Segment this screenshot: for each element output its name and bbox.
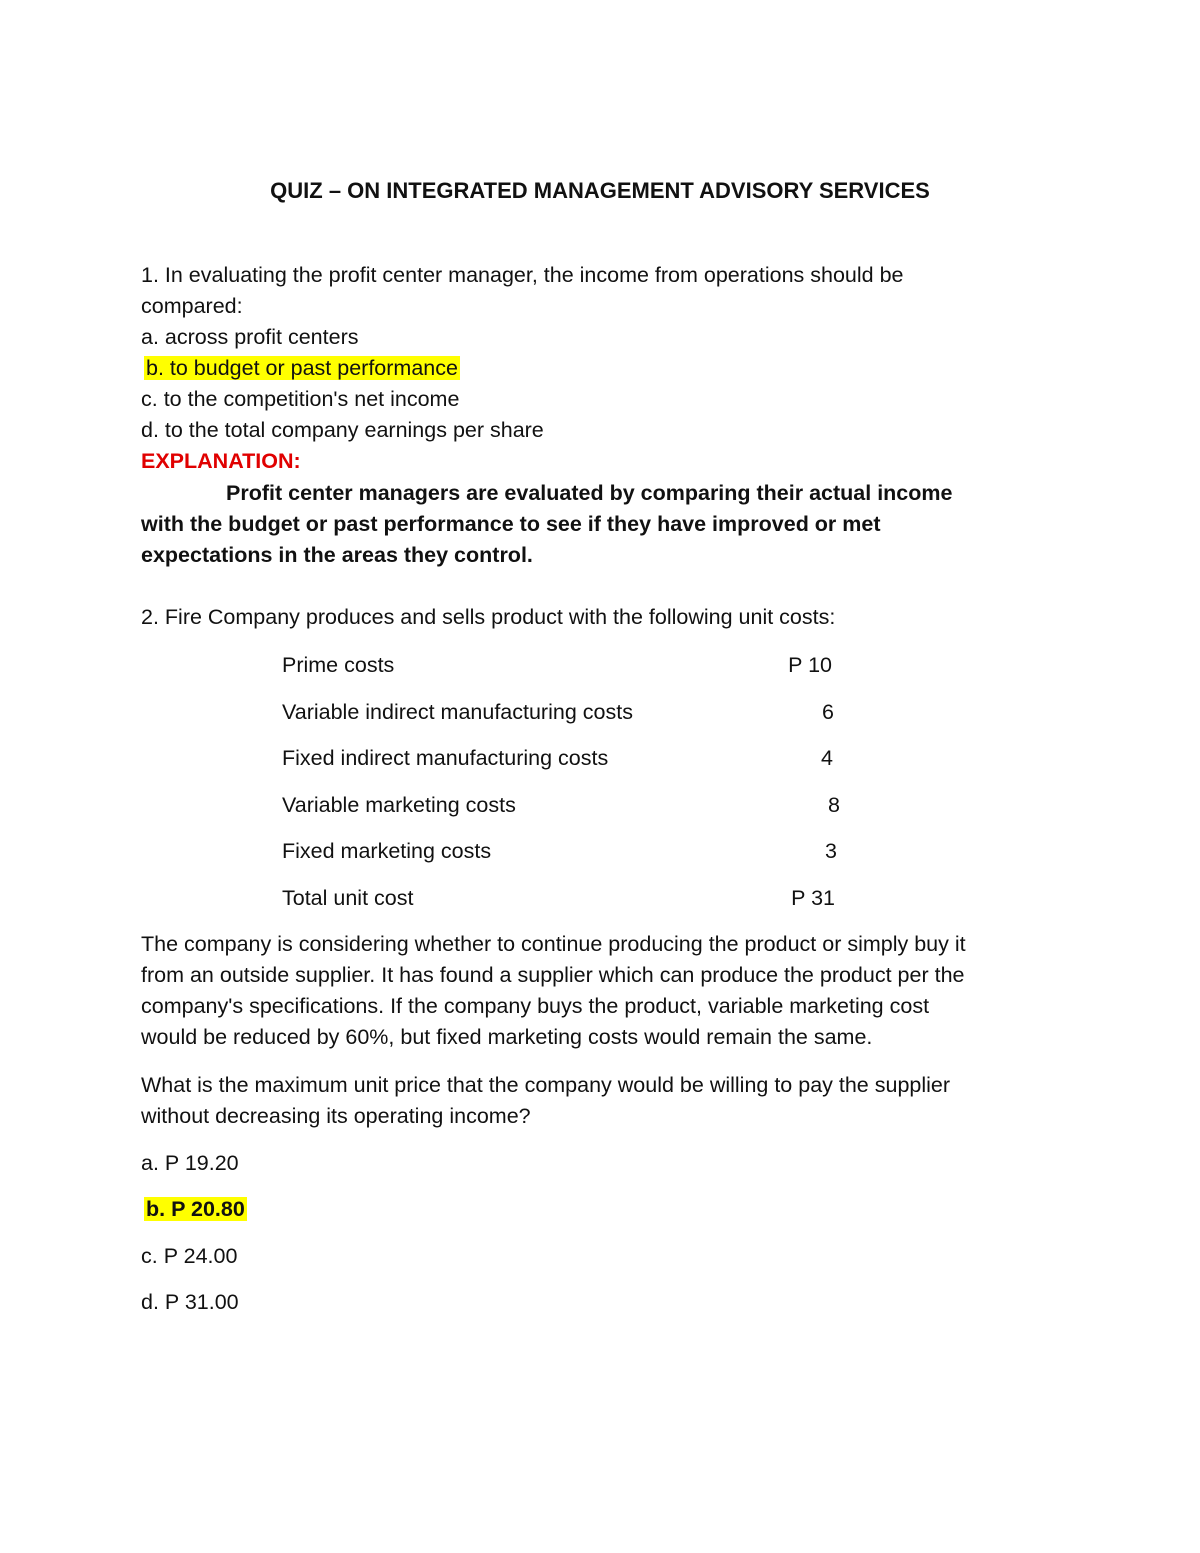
q1-explanation-line-2: with the budget or past performance to see if they have improved or met (141, 512, 881, 536)
q2-question-line-1: What is the maximum unit price that the company would be willing to pay the supplier (141, 1073, 951, 1097)
cost-row-value: P 31 (791, 886, 835, 910)
q2-option-c: c. P 24.00 (141, 1244, 238, 1268)
cost-row-label: Total unit cost (282, 886, 414, 910)
q1-option-d: d. to the total company earnings per share (141, 418, 544, 442)
q1-option-a: a. across profit centers (141, 325, 359, 349)
q2-option-a: a. P 19.20 (141, 1151, 239, 1175)
cost-row-value: 4 (821, 746, 833, 770)
q2-paragraph-line-4: would be reduced by 60%, but fixed marketing costs would remain the same. (141, 1025, 873, 1049)
cost-row-value: 3 (825, 839, 837, 863)
q1-explanation-line-1: Profit center managers are evaluated by comparing their actual income (226, 481, 953, 505)
q2-option-b-highlight: b. P 20.80 (146, 1197, 245, 1221)
q1-stem-line-1: 1. In evaluating the profit center manager, the income from operations should be (141, 263, 904, 287)
q1-stem-line-2: compared: (141, 294, 243, 318)
q1-option-c: c. to the competition's net income (141, 387, 460, 411)
q2-stem: 2. Fire Company produces and sells product with the following unit costs: (141, 605, 836, 629)
q2-paragraph-line-2: from an outside supplier. It has found a supplier which can produce the product per the (141, 963, 965, 987)
cost-row-label: Prime costs (282, 653, 395, 677)
q1-explanation-label: EXPLANATION: (141, 449, 301, 473)
q2-paragraph-line-3: company's specifications. If the company buys the product, variable marketing cost (141, 994, 930, 1018)
cost-row-label: Fixed indirect manufacturing costs (282, 746, 609, 770)
q1-explanation-line-3: expectations in the areas they control. (141, 543, 533, 567)
cost-row-label: Fixed marketing costs (282, 839, 492, 863)
cost-row-value: P 10 (788, 653, 832, 677)
document-title: QUIZ – ON INTEGRATED MANAGEMENT ADVISORY SERVICES (270, 178, 930, 203)
cost-row-label: Variable marketing costs (282, 793, 516, 817)
q2-option-d: d. P 31.00 (141, 1290, 239, 1314)
q1-option-b-highlight: b. to budget or past performance (146, 356, 458, 380)
cost-row-label: Variable indirect manufacturing costs (282, 700, 633, 724)
q1-option-b-correct (144, 353, 460, 384)
q2-paragraph-line-1: The company is considering whether to continue producing the product or simply buy it (141, 932, 966, 956)
cost-row-value: 6 (822, 700, 834, 724)
cost-row-value: 8 (828, 793, 840, 817)
q2-option-b-correct (144, 1194, 247, 1225)
q2-question-line-2: without decreasing its operating income? (141, 1104, 531, 1128)
